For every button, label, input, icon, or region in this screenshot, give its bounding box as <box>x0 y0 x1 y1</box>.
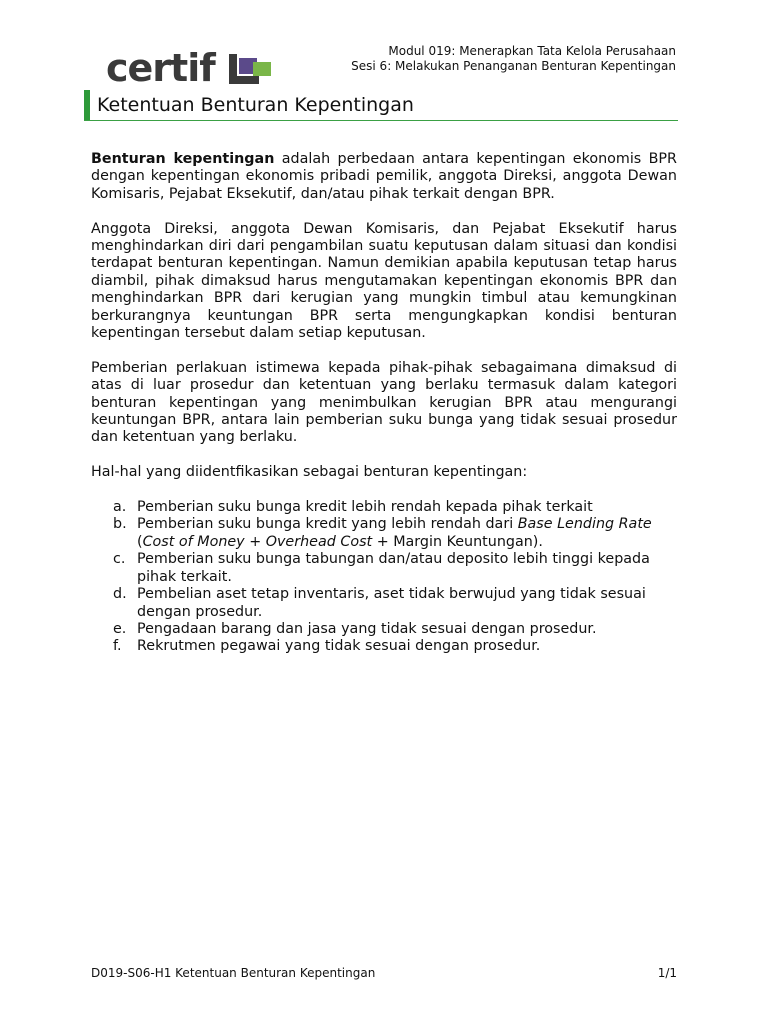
list-item-text: Pengadaan barang dan jasa yang tidak sesuai dengan prosedur. <box>137 620 597 637</box>
list-marker: a. <box>113 499 127 516</box>
page-number: 1/1 <box>657 966 677 980</box>
plus-sign: + <box>249 533 262 550</box>
session-title: Sesi 6: Melakukan Penanganan Benturan Kepentingan <box>351 59 676 73</box>
italic-term: Base Lending Rate <box>517 516 652 533</box>
list-marker: b. <box>113 516 127 533</box>
paragraph-special-treatment: Pemberian perlakuan istimewa kepada pihak-pihak sebagaimana dimaksud di atas di luar prosedur dan ketentuan yang berlaku termasuk dalam kategori benturan kepentingan yang menimbulkan kerugian BPR atau mengurangi keuntungan BPR, antara lain pemberian suku bunga yang tidak sesuai prosedur dan ketentuan yang berlaku. <box>91 359 677 446</box>
list-marker: e. <box>113 620 127 637</box>
list-item-text: + Margin Keuntungan). <box>376 533 543 550</box>
paren: ( <box>137 533 143 550</box>
section-title-bar <box>84 90 678 121</box>
list-item-text: Rekrutmen pegawai yang tidak sesuai dengan prosedur. <box>137 638 541 655</box>
title-accent-bar <box>84 90 90 120</box>
paragraph-definition <box>91 151 677 203</box>
certif-logo <box>106 46 276 92</box>
list-item-text: Pemberian suku bunga kredit lebih rendah kepada pihak terkait <box>137 499 593 516</box>
page-title: Ketentuan Benturan Kepentingan <box>97 94 414 116</box>
list-item-text: Pembelian aset tetap inventaris, aset tidak berwujud yang tidak sesuai dengan prosedur. <box>137 586 646 620</box>
list-item-text: Pemberian suku bunga tabungan dan/atau deposito lebih tinggi kepada pihak terkait. <box>137 551 650 585</box>
list-marker: d. <box>113 586 127 603</box>
list-item <box>91 586 677 621</box>
list-item <box>91 621 677 638</box>
italic-term: Cost of Money <box>142 533 245 550</box>
document-body <box>91 151 677 656</box>
list-item <box>91 499 677 516</box>
footer-doc-code: D019-S06-H1 Ketentuan Benturan Kepentingan <box>91 966 376 980</box>
paragraph-obligation: Anggota Direksi, anggota Dewan Komisaris, dan Pejabat Eksekutif harus menghindarkan diri dari pengambilan suatu keputusan dalam situasi dan kondisi terdapat benturan kepentingan. Namun demikian apabila keputusan tetap harus diambil, pihak dimaksud harus mengutamakan kepentingan ekonomis BPR dan menghindarkan BPR dari kerugian yang mungkin timbul atau kemungkinan berkurangnya keuntungan BPR serta mengungkapkan kondisi benturan kepentingan tersebut dalam setiap keputusan. <box>91 220 677 342</box>
module-header <box>351 44 676 74</box>
conflict-list <box>91 499 677 656</box>
definition-text: adalah perbedaan antara kepentingan ekonomis BPR dengan kepentingan ekonomis pribadi pemilik, anggota Direksi, anggota Dewan Komisaris, Pejabat Eksekutif, dan/atau pihak terkait dengan BPR. <box>91 151 677 202</box>
italic-term: Overhead Cost <box>265 533 373 550</box>
list-item <box>91 516 677 551</box>
list-marker: f. <box>113 638 122 655</box>
logo-wordmark: certif <box>106 46 215 90</box>
logo-squares-icon <box>229 52 275 86</box>
list-item-text: Pemberian suku bunga kredit yang lebih rendah dari <box>137 516 514 533</box>
list-intro: Hal-hal yang diidentfikasikan sebagai benturan kepentingan: <box>91 464 528 481</box>
list-item <box>91 638 677 655</box>
module-title: Modul 019: Menerapkan Tata Kelola Perusahaan <box>388 44 676 58</box>
list-item <box>91 551 677 586</box>
page-footer <box>91 966 677 980</box>
list-marker: c. <box>113 551 126 568</box>
term-bold: Benturan kepentingan <box>91 151 275 167</box>
